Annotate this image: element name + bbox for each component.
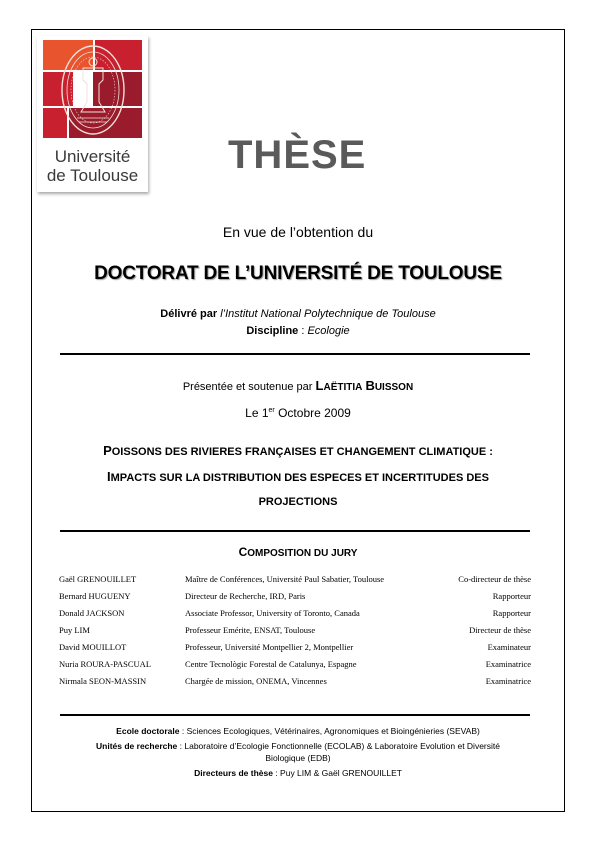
author-last-initial: B (365, 378, 375, 393)
date-rest: Octobre 2009 (274, 406, 351, 420)
jury-role: Examinatrice (485, 659, 531, 669)
directors-value: : Puy LIM & Gaël GRENOUILLET (272, 768, 402, 778)
divider-3 (60, 714, 530, 716)
logo-text-line1: Université (54, 147, 131, 166)
jury-name: Bernard HUGUENY (59, 591, 131, 601)
jury-name: Donald JACKSON (59, 608, 125, 618)
jury-role: Directeur de thèse (469, 625, 531, 635)
jury-position: Chargée de mission, ONEMA, Vincennes (185, 676, 327, 686)
jury-role: Examinatrice (485, 676, 531, 686)
jury-heading-cap: C (238, 545, 248, 559)
thesis-heading: THÈSE (228, 133, 367, 177)
discipline-label: Discipline (246, 325, 299, 337)
logo-text-line2: de Toulouse (46, 166, 139, 185)
jury-name: Puy LIM (59, 625, 90, 635)
thesis-title-line2 (31, 469, 565, 484)
jury-name: Gaël GRENOUILLET (59, 574, 137, 584)
delivered-by (31, 308, 565, 320)
jury-row (59, 571, 531, 588)
jury-position: Associate Professor, University of Toronto, Canada (185, 608, 360, 618)
jury-name: Nirmala SEON-MASSIN (59, 676, 147, 686)
university-logo (37, 36, 148, 192)
title1-cap: P (103, 443, 112, 458)
jury-name: David MOUILLOT (59, 642, 127, 652)
title2-cap: I (107, 469, 111, 484)
school-value: : Sciences Ecologiques, Vétérinaires, Agronomiques et Bioingénieries (SEVAB) (179, 726, 480, 736)
jury-position: Professeur Emérite, ENSAT, Toulouse (185, 625, 316, 635)
jury-row (59, 622, 531, 639)
seal-icon (59, 40, 127, 138)
date-sup: er (268, 407, 275, 414)
delivered-value: l’Institut National Polytechnique de Toulouse (220, 308, 436, 320)
doctoral-school (31, 725, 565, 737)
jury-position: Directeur de Recherche, IRD, Paris (185, 591, 306, 601)
jury-role: Co-directeur de thèse (458, 574, 531, 584)
defense-date (31, 406, 565, 420)
directors-label: Directeurs de thèse (194, 768, 273, 778)
jury-heading (31, 545, 565, 559)
author-last-rest: UISSON (374, 382, 414, 393)
intro-text: En vue de l’obtention du (222, 224, 374, 240)
jury-name: Nuria ROURA-PASCUAL (59, 659, 152, 669)
jury-row (59, 673, 531, 690)
discipline-sep: : (298, 325, 308, 337)
jury-position: Professeur, Université Montpellier 2, Montpellier (185, 642, 354, 652)
research-units (31, 740, 565, 764)
thesis-title-line3: PROJECTIONS (258, 496, 338, 508)
title2-rest: MPACTS SUR LA DISTRIBUTION DES ESPECES ET INCERTITUDES DES (110, 472, 489, 484)
jury-position: Maître de Conférences, Université Paul Sabatier, Toulouse (185, 574, 385, 584)
discipline (31, 325, 565, 337)
units-label: Unités de recherche (96, 741, 178, 751)
jury-list (59, 571, 531, 690)
thesis-title-line1 (31, 443, 565, 458)
jury-position: Centre Tecnològic Forestal de Catalunya, Espagne (185, 659, 357, 669)
author-first-initial: L (315, 378, 324, 393)
presented-text: Présentée et soutenue par (182, 381, 316, 393)
delivered-label: Délivré par (160, 308, 218, 320)
thesis-directors (31, 767, 565, 779)
degree-title: DOCTORAT DE L’UNIVERSITÉ DE TOULOUSE (94, 263, 502, 284)
jury-heading-rest: OMPOSITION DU JURY (247, 548, 358, 559)
discipline-value: Ecologie (307, 325, 350, 337)
units-value: : Laboratoire d’Ecologie Fonctionnelle (ECOLAB) & Laboratoire Evolution et Diversité Biologique (EDB) (177, 741, 500, 763)
jury-row (59, 605, 531, 622)
title1-rest: OISSONS DES RIVIERES FRANÇAISES ET CHANGEMENT CLIMATIQUE : (111, 446, 493, 458)
divider-2 (60, 530, 530, 532)
jury-row (59, 656, 531, 673)
jury-row (59, 639, 531, 656)
jury-row (59, 588, 531, 605)
divider-1 (60, 353, 530, 355)
date-prefix: Le 1 (245, 406, 269, 420)
school-label: Ecole doctorale (116, 726, 180, 736)
jury-role: Examinateur (487, 642, 531, 652)
author-first-rest: AËTITIA (323, 382, 363, 393)
jury-role: Rapporteur (492, 608, 531, 618)
presented-by (31, 378, 565, 393)
jury-role: Rapporteur (492, 591, 531, 601)
